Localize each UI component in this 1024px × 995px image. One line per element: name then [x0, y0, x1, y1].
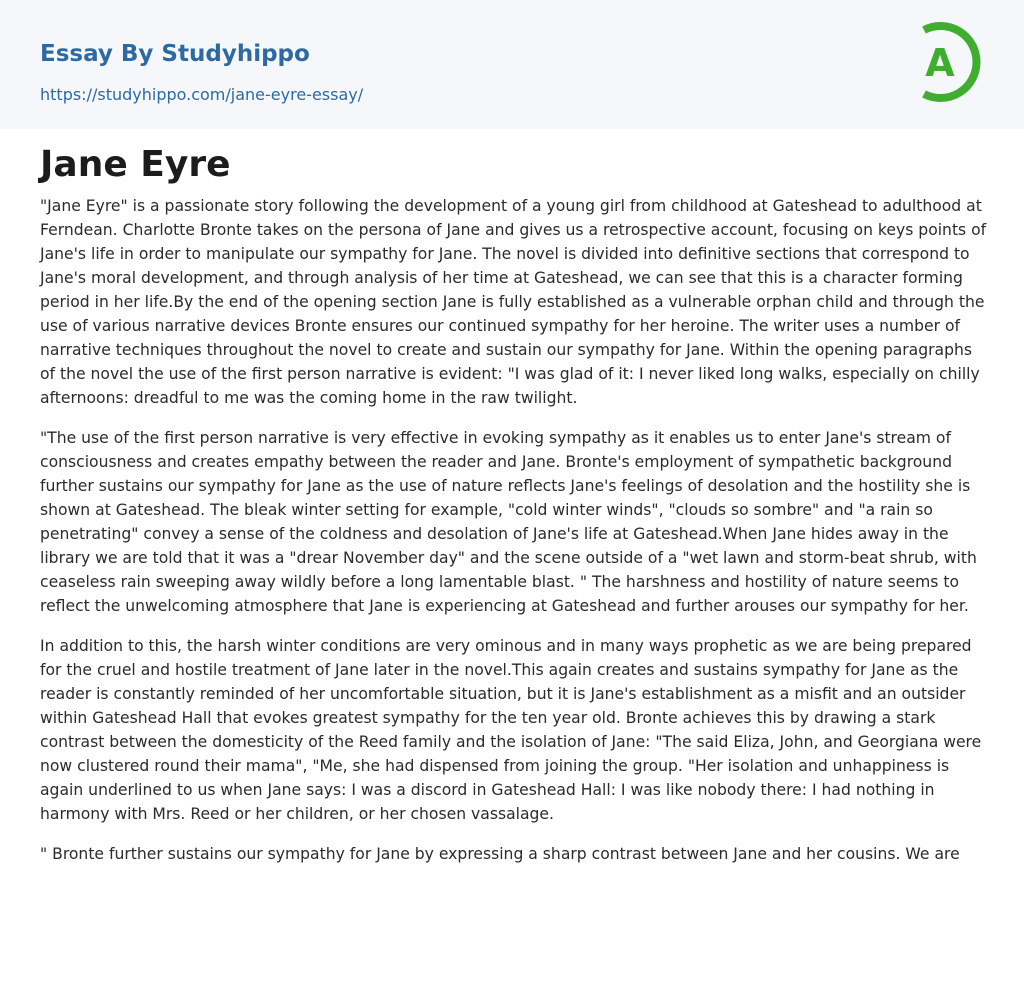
essay-paragraph: "The use of the first person narrative is very effective in evoking sympathy as it enables us to enter Jane's stream of consciousness and creates empathy between the reader and Jane. Bronte's employment of sympathetic background further sustains our sympathy for Jane as the use of nature reflects Jane's feelings of desolation and the hostility she is shown at Gateshead. The bleak winter setting for example, "cold winter winds", "clouds so sombre" and "a rain so penetrating" convey a sense of the coldness and desolation of Jane's life at Gateshead.When Jane hides away in the library we are told that it was a "drear November day" and the scene outside of a "wet lawn and storm-beat shrub, with ceaseless rain sweeping away wildly before a long lamentable blast. " The harshness and hostility of nature seems to reflect the unwelcoming atmosphere that Jane is experiencing at Gateshead and further arouses our sympathy for her.	[40, 429, 977, 615]
essay-paragraph: " Bronte further sustains our sympathy for Jane by expressing a sharp contrast between Jane and her cousins. We are	[40, 845, 960, 863]
essay-body	[40, 194, 990, 882]
site-header	[0, 0, 1024, 129]
studyhippo-logo-icon[interactable]	[912, 18, 988, 106]
essay-title: Jane Eyre	[40, 144, 231, 185]
essay-paragraph: In addition to this, the harsh winter conditions are very ominous and in many ways prophetic as we are being prepared for the cruel and hostile treatment of Jane later in the novel.This again creates and sustains sympathy for Jane as the reader is constantly reminded of her uncomfortable situation, but it is Jane's establishment as a misfit and an outsider within Gateshead Hall that evokes greatest sympathy for the ten year old. Bronte achieves this by drawing a stark contrast between the domesticity of the Reed family and the isolation of Jane: "The said Eliza, John, and Georgiana were now clustered round their mama", "Me, she had dispensed from joining the group. "Her isolation and unhappiness is again underlined to us when Jane says: I was a discord in Gateshead Hall: I was like nobody there: I had nothing in harmony with Mrs. Reed or her children, or her chosen vassalage.	[40, 637, 982, 823]
essay-paragraph: "Jane Eyre" is a passionate story following the development of a young girl from childhood at Gateshead to adulthood at Ferndean. Charlotte Bronte takes on the persona of Jane and gives us a retrospective account, focusing on keys points of Jane's life in order to manipulate our sympathy for Jane. The novel is divided into definitive sections that correspond to Jane's moral development, and through analysis of her time at Gateshead, we can see that this is a character forming period in her life.By the end of the opening section Jane is fully established as a vulnerable orphan child and through the use of various narrative devices Bronte ensures our continued sympathy for her heroine. The writer uses a number of narrative techniques throughout the novel to create and sustain our sympathy for Jane. Within the opening paragraphs of the novel the use of the first person narrative is evident: "I was glad of it: I never liked long walks, especially on chilly afternoons: dreadful to me was the coming home in the raw twilight.	[40, 197, 987, 407]
essay-url-link[interactable]: https://studyhippo.com/jane-eyre-essay/	[40, 85, 364, 104]
logo-letter: A	[925, 41, 955, 85]
site-brand[interactable]: Essay By Studyhippo	[40, 41, 310, 67]
